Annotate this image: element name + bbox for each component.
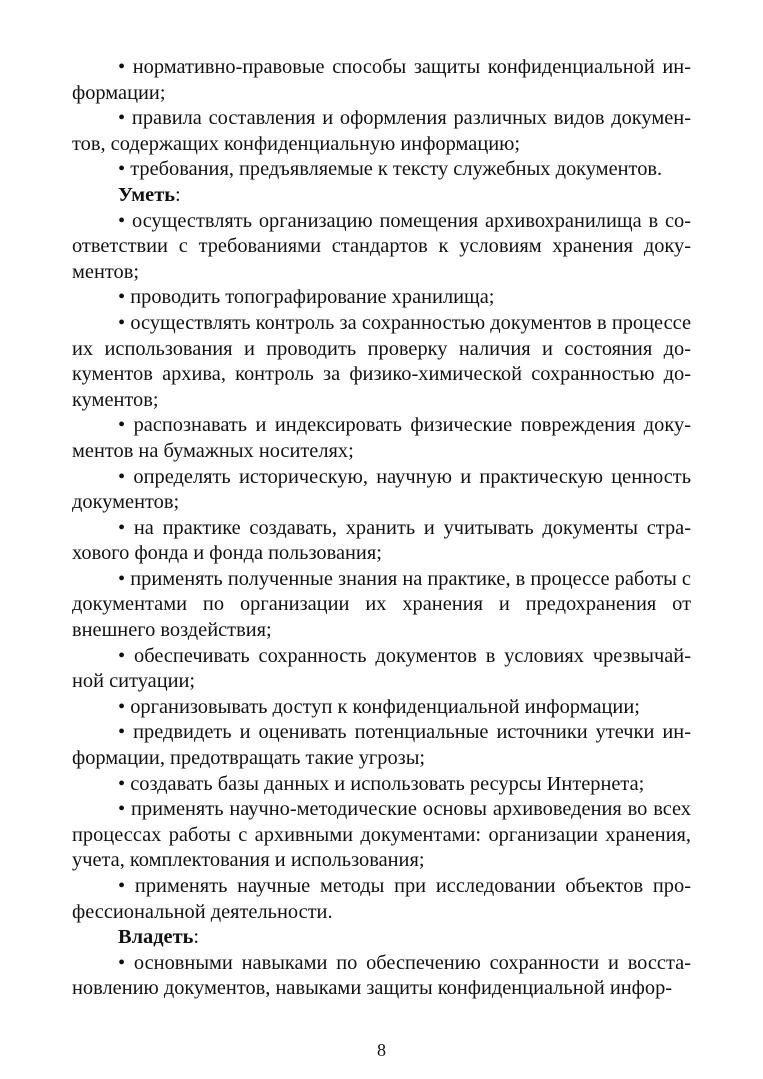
- list-item-archival-methods: • применять научно-методические основы архивоведения во всех процессах работы с архивными документами: организации хранения, учета, комплектования и использования;: [72, 798, 691, 872]
- list-item-apply-knowledge: • применять полученные знания на практике, в процессе работы с документами по организации их хранения и предохранения от внешнего воздействия;: [72, 567, 691, 642]
- page-number: 8: [377, 1040, 386, 1060]
- list-item-access-organization: • организовывать доступ к конфиденциальной информации;: [118, 695, 640, 718]
- list-item-topography: • проводить топографирование хранилища;: [118, 286, 495, 309]
- list-item-document-rules: • правила составления и оформления различных видов документов, содержащих конфиденциальную информацию;: [72, 107, 691, 155]
- list-item-preservation-control: • осуществлять контроль за сохранностью документов в процессе их использования и проводить проверку наличия и состояния документов архива, контроль за физико-химической сохранностью документов;: [72, 311, 691, 411]
- section-heading-umet: [72, 183, 691, 209]
- section-heading-umet-colon: :: [175, 183, 181, 206]
- section-heading-umet-word: Уметь: [118, 183, 176, 206]
- list-item-legal-methods: • нормативно-правовые способы защиты конфиденциальной информации;: [72, 56, 691, 104]
- list-item-damage-indexing: • распознавать и индексировать физические повреждения документов на бумажных носителях;: [72, 414, 691, 462]
- list-item-value-assessment: • определять историческую, научную и практическую ценность документов;: [72, 465, 691, 514]
- section-heading-vladet-word: Владеть: [118, 926, 194, 949]
- list-item-leak-prevention: • предвидеть и оценивать потенциальные источники утечки информации, предотвращать такие угрозы;: [72, 721, 691, 770]
- section-heading-vladet-colon: :: [193, 926, 200, 949]
- list-item-databases: • создавать базы данных и использовать ресурсы Интернета;: [118, 772, 645, 795]
- list-item-text-requirements: • требования, предъявляемые к тексту служебных документов.: [118, 158, 663, 181]
- list-item-emergency-preservation: • обеспечивать сохранность документов в условиях чрезвычайной ситуации;: [72, 644, 691, 693]
- list-item-scientific-methods: • применять научные методы при исследовании объектов профессиональной деятельности.: [72, 875, 691, 923]
- list-item-basic-skills: • основными навыками по обеспечению сохранности и восстановлению документов, навыками защиты конфиденциальной инфор-: [72, 951, 691, 1000]
- list-item-insurance-fund: • на практике создавать, хранить и учитывать документы страхового фонда и фонда пользования;: [72, 516, 691, 565]
- list-item-storage-organization: • осуществлять организацию помещения архивохранилища в соответствии с требованиями стандартов к условиям хранения документов;: [72, 209, 691, 283]
- section-heading-vladet: [72, 925, 691, 951]
- page-body: [72, 55, 691, 1002]
